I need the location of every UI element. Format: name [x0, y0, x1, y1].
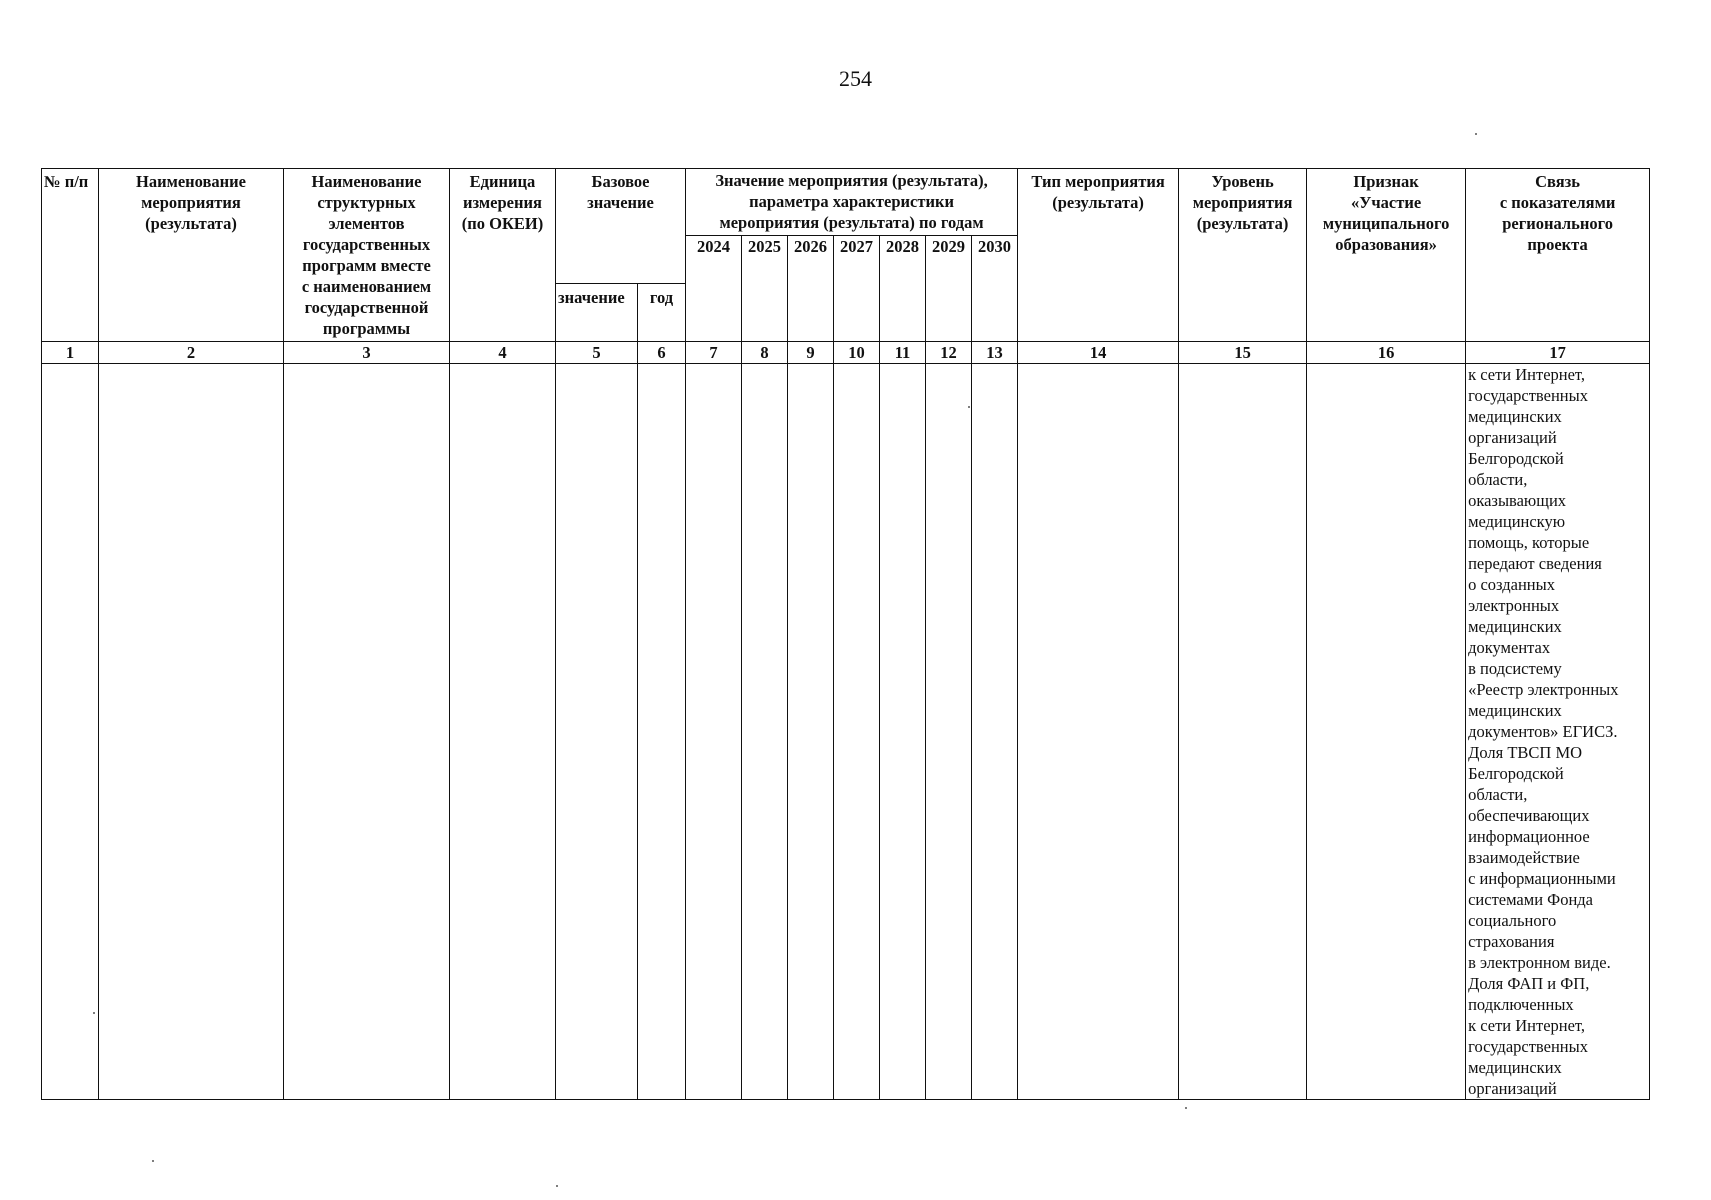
- related-indicators-line: организаций: [1468, 1079, 1557, 1098]
- related-indicators-line: «Реестр электронных: [1468, 680, 1619, 699]
- column-number: 5: [556, 342, 638, 364]
- related-indicators-line: помощь, которые: [1468, 533, 1590, 552]
- header-activity-type: Тип мероприятия (результата): [1018, 169, 1179, 342]
- related-indicators-line: системами Фонда: [1468, 890, 1593, 909]
- header-unit: Единица измерения (по ОКЕИ): [450, 169, 556, 342]
- scan-speck: [93, 1012, 95, 1014]
- related-indicators-line: медицинских: [1468, 617, 1562, 636]
- cell-activity-level: [1179, 364, 1307, 1100]
- cell-value-2026: [788, 364, 834, 1100]
- year-2027: 2027: [834, 236, 880, 342]
- cell-value-2024: [686, 364, 742, 1100]
- related-indicators-line: организаций: [1468, 428, 1557, 447]
- column-number: 7: [686, 342, 742, 364]
- related-indicators-line: государственных: [1468, 1037, 1588, 1056]
- related-indicators-line: области,: [1468, 470, 1528, 489]
- related-indicators-line: к сети Интернет,: [1468, 1016, 1586, 1035]
- column-numbers-row: [42, 342, 1650, 364]
- page-number: 254: [839, 66, 872, 91]
- year-2024: 2024: [686, 236, 742, 342]
- related-indicators-line: медицинских: [1468, 1058, 1562, 1077]
- related-indicators-line: оказывающих: [1468, 491, 1567, 510]
- related-indicators-line: передают сведения: [1468, 554, 1602, 573]
- column-number: 3: [284, 342, 450, 364]
- related-indicators-line: Доля ФАП и ФП,: [1468, 974, 1590, 993]
- column-number: 10: [834, 342, 880, 364]
- header-base-value-year: год: [638, 284, 686, 342]
- activities-table: [41, 168, 1650, 1100]
- year-2028: 2028: [880, 236, 926, 342]
- cell-base-year: [638, 364, 686, 1100]
- column-number: 11: [880, 342, 926, 364]
- related-indicators-line: подключенных: [1468, 995, 1574, 1014]
- related-indicators-line: с информационными: [1468, 869, 1616, 888]
- related-indicators-line: взаимодействие: [1468, 848, 1580, 867]
- year-2030: 2030: [972, 236, 1018, 342]
- scan-speck: [968, 406, 970, 408]
- cell-value-2029: [926, 364, 972, 1100]
- scan-speck: [152, 1160, 154, 1162]
- related-indicators-line: документах: [1468, 638, 1551, 657]
- cell-value-2025: [742, 364, 788, 1100]
- related-indicators-line: в электронном виде.: [1468, 953, 1611, 972]
- cell-activity-name: [99, 364, 284, 1100]
- related-indicators-text: [1466, 364, 1649, 1099]
- related-indicators-line: о созданных: [1468, 575, 1555, 594]
- related-indicators-line: государственных: [1468, 386, 1588, 405]
- column-number: 14: [1018, 342, 1179, 364]
- related-indicators-line: в подсистему: [1468, 659, 1562, 678]
- related-indicators-line: области,: [1468, 785, 1528, 804]
- related-indicators-line: Белгородской: [1468, 764, 1564, 783]
- related-indicators-line: обеспечивающих: [1468, 806, 1590, 825]
- related-indicators-line: Доля ТВСП МО: [1468, 743, 1583, 762]
- table-row: [42, 364, 1650, 1100]
- related-indicators-line: медицинских: [1468, 407, 1562, 426]
- related-indicators-line: социального: [1468, 911, 1557, 930]
- header-regional-project-link: Связь с показателями регионального проекта: [1466, 169, 1650, 342]
- cell-unit: [450, 364, 556, 1100]
- column-number: 8: [742, 342, 788, 364]
- header-row-1: [42, 169, 1650, 236]
- column-number: 16: [1307, 342, 1466, 364]
- related-indicators-line: Белгородской: [1468, 449, 1564, 468]
- related-indicators-line: медицинскую: [1468, 512, 1566, 531]
- column-number: 12: [926, 342, 972, 364]
- year-2025: 2025: [742, 236, 788, 342]
- column-number: 9: [788, 342, 834, 364]
- related-indicators-line: страхования: [1468, 932, 1555, 951]
- column-number: 2: [99, 342, 284, 364]
- header-base-value-value: значение: [556, 284, 638, 342]
- cell-value-2028: [880, 364, 926, 1100]
- related-indicators-line: информационное: [1468, 827, 1590, 846]
- cell-regional-project-link: [1466, 364, 1650, 1100]
- header-municipal-participation: Признак «Участие муниципального образования»: [1307, 169, 1466, 342]
- scan-speck: [1185, 1107, 1187, 1109]
- header-structural-elements: Наименование структурных элементов государственных программ вместе с наименованием государственной программы: [284, 169, 450, 342]
- cell-municipal-participation: [1307, 364, 1466, 1100]
- header-activity-name: Наименование мероприятия (результата): [99, 169, 284, 342]
- cell-activity-type: [1018, 364, 1179, 1100]
- related-indicators-line: документов» ЕГИСЗ.: [1468, 722, 1618, 741]
- column-number: 4: [450, 342, 556, 364]
- header-number: № п/п: [42, 169, 99, 342]
- related-indicators-line: к сети Интернет,: [1468, 365, 1586, 384]
- cell-value-2027: [834, 364, 880, 1100]
- cell-value-2030: [972, 364, 1018, 1100]
- scan-speck: [556, 1185, 558, 1187]
- scan-speck: [1475, 133, 1477, 135]
- header-values-by-year: Значение мероприятия (результата), параметра характеристики мероприятия (результата) по годам: [686, 169, 1018, 236]
- header-base-value: Базовое значение: [556, 169, 686, 284]
- column-number: 15: [1179, 342, 1307, 364]
- column-number: 17: [1466, 342, 1650, 364]
- column-number: 6: [638, 342, 686, 364]
- column-number: 13: [972, 342, 1018, 364]
- year-2026: 2026: [788, 236, 834, 342]
- year-2029: 2029: [926, 236, 972, 342]
- cell-structural-elements: [284, 364, 450, 1100]
- cell-base-value: [556, 364, 638, 1100]
- cell-number: [42, 364, 99, 1100]
- related-indicators-line: электронных: [1468, 596, 1560, 615]
- column-number: 1: [42, 342, 99, 364]
- related-indicators-line: медицинских: [1468, 701, 1562, 720]
- header-activity-level: Уровень мероприятия (результата): [1179, 169, 1307, 342]
